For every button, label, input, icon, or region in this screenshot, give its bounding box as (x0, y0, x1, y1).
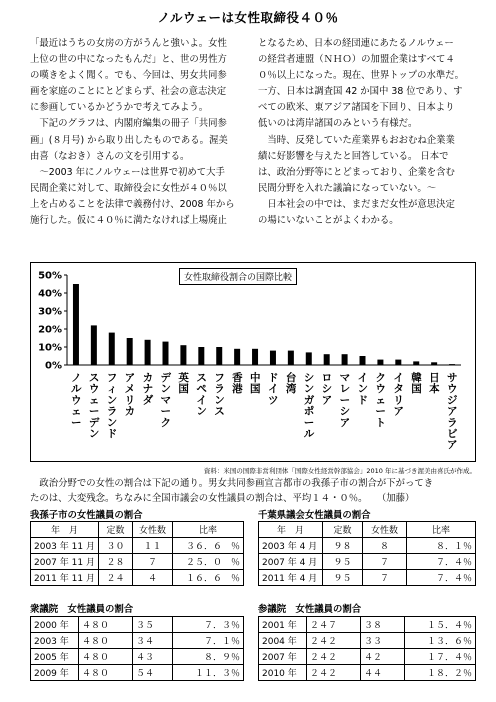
category-label-char: リ (124, 394, 136, 407)
cell: ８ (363, 538, 407, 554)
cell: ４４ (361, 665, 405, 681)
category-label-char: シ (339, 405, 351, 418)
cell: ２４２ (307, 665, 361, 681)
header-cell: 年 月 (31, 522, 99, 538)
y-tick-label: 10% (38, 342, 62, 354)
cell: ４８０ (79, 649, 133, 665)
cell: 2010 年 (259, 665, 307, 681)
header-cell: 女性数 (132, 522, 172, 538)
bar (413, 361, 419, 365)
cell: ５４ (133, 665, 173, 681)
shugiin-table (30, 616, 244, 681)
category-label-char: タ (393, 383, 404, 396)
cell: ７．４％ (407, 570, 476, 586)
category-label (393, 372, 404, 418)
category-label-char: ン (357, 383, 368, 396)
category-label-char: ン (196, 405, 207, 418)
chart-title: 女性取締役割合の国際比較 (179, 268, 297, 285)
category-label-char: ツ (267, 394, 279, 407)
table-row (259, 570, 476, 586)
category-label-char: イ (267, 383, 279, 396)
text-line: 画」(８月号) から取り出したものである。渥美 (30, 134, 228, 146)
category-label-char: ー (303, 416, 315, 429)
bar (324, 354, 330, 365)
category-label-char: ン (303, 383, 315, 396)
category-label-char: 日 (429, 372, 440, 384)
text-line: に参画しているかどうかで考えてみよう。 (30, 102, 209, 114)
category-label-char: 本 (429, 383, 440, 396)
chiba-table (258, 521, 476, 586)
category-label-char: 国 (250, 383, 261, 396)
cell: ７ (363, 570, 407, 586)
cell: ４８０ (79, 617, 133, 633)
source-note: 資料：米国の国際非営利団体「国際女性経営幹部協会」2010 年に基づき渥美由喜氏が作成。 (203, 467, 476, 475)
text-line: 政治分野での女性の割合は下記の通り。男女共同参画宣言都市の我孫子市の割合が下がってき (30, 478, 434, 489)
cell: ７ (363, 554, 407, 570)
text-line: の経営者連盟（ＮＨＯ）の加盟企業はすべて４ (258, 54, 455, 66)
table-row (31, 554, 244, 570)
text-line: 下記のグラフは、内閣府編集の冊子「共同参 (30, 118, 227, 130)
politics-paragraph (30, 476, 476, 506)
text-line: 上を占めることを法律で義務付け、2008 年から (30, 198, 235, 210)
category-label-char: ル (303, 428, 315, 440)
y-tick-label: 0% (45, 360, 62, 372)
category-label-char: 中 (250, 372, 261, 384)
bar (360, 356, 366, 365)
category-label-char: ビ (447, 428, 458, 440)
cell: ９８ (323, 538, 363, 554)
text-line: 「最近はうちの女房の方がうんと強いよ。女性 (30, 38, 227, 49)
category-label-char: カ (124, 405, 136, 418)
cell: 2003 年 4 月 (259, 538, 323, 554)
table-row (31, 570, 244, 586)
category-label-char: ペ (196, 383, 207, 396)
cell: 2003 年 11 月 (31, 538, 99, 554)
text-line: 低いのは湾岸諸国のみという有様だ。 (258, 118, 418, 130)
category-label (447, 372, 458, 451)
category-label-char: ラ (214, 383, 225, 396)
category-label-char: イ (393, 372, 404, 384)
category-label-char: 湾 (285, 383, 297, 396)
category-label-char: フ (106, 372, 118, 384)
category-label-char: ナ (142, 383, 154, 396)
abiko-table-title: 我孫子市の女性議員の割合 (30, 510, 143, 521)
y-tick-label: 40% (38, 288, 62, 300)
category-label-char: ダ (142, 394, 154, 407)
category-label-char: ア (447, 439, 458, 452)
category-label-char: ン (88, 428, 100, 440)
cell: １７．４％ (405, 649, 476, 665)
cell: ３８ (361, 617, 405, 633)
category-label (340, 372, 351, 429)
category-label-char: ウ (375, 383, 386, 396)
category-label (250, 371, 261, 395)
text-line: 当時、反発していた産業界もおおむね企業業 (258, 134, 455, 146)
category-label-char: ー (160, 405, 171, 418)
table-row (31, 617, 244, 633)
text-line: となるため、日本の経団連にあたるノルウェー (258, 38, 454, 49)
category-label-char: ク (160, 416, 171, 429)
category-label (214, 372, 225, 418)
text-line: は、政治分野等にとどまっており、企業を含む (258, 166, 455, 178)
category-label-char: ロ (321, 372, 333, 384)
category-label-char: ウ (88, 383, 100, 396)
cell: １５．４％ (405, 617, 476, 633)
cell: １１．３％ (173, 665, 244, 681)
cell: ２８ (98, 554, 132, 570)
bar (252, 349, 258, 365)
bar (73, 284, 79, 365)
cell: ９５ (323, 570, 363, 586)
text-line: 績に好影響を与えたと回答している。 日本で (258, 150, 449, 162)
category-label-char: ド (106, 428, 118, 440)
cell: ３０ (98, 538, 132, 554)
table-row (259, 554, 476, 570)
category-label (125, 372, 136, 418)
cell: 2004 年 (259, 633, 307, 649)
shugiin-table-title: 衆議院 女性議員の割合 (30, 604, 134, 615)
header-cell: 年 月 (259, 522, 323, 538)
category-label (161, 372, 172, 429)
page-title: ノルウェーは女性取締役４０％ (157, 10, 339, 25)
text-line: 由喜（なおき）さんの文を引用する。 (30, 150, 190, 162)
category-label-char: ー (88, 405, 100, 418)
cell: ４３ (133, 649, 173, 665)
category-label-char: ガ (303, 394, 315, 407)
cell: ４８０ (79, 665, 133, 681)
table-row (31, 633, 244, 649)
header-cell: 比率 (407, 522, 476, 538)
header-cell: 比率 (172, 522, 243, 538)
category-label-char: イ (357, 372, 368, 384)
text-line: の嘆きをよく聞く。でも、今回は、男女共同参 (30, 70, 227, 82)
bar (163, 342, 169, 365)
category-label-char: ス (214, 405, 225, 418)
abiko-table (30, 521, 244, 586)
bar (270, 351, 276, 365)
cell: １１ (132, 538, 172, 554)
category-label-char: デ (160, 372, 171, 384)
category-label (286, 371, 297, 395)
category-label-char: ア (339, 416, 351, 429)
cell: ９５ (323, 554, 363, 570)
bar (216, 347, 222, 365)
category-label-char: 国 (178, 383, 189, 396)
category-label (232, 371, 243, 395)
text-line: 日本社会の中では、まだまだ女性が意思決定 (258, 198, 455, 210)
category-label-char: ド (357, 394, 368, 407)
bar (180, 345, 186, 365)
cell: ７．３％ (173, 617, 244, 633)
category-label-char: ド (267, 372, 279, 384)
category-label-char: ン (214, 394, 225, 407)
category-label (178, 371, 189, 395)
table-row (31, 649, 244, 665)
category-label-char: ト (375, 416, 386, 429)
category-label-char: 韓 (411, 372, 422, 384)
cell: ４８０ (79, 633, 133, 649)
bar (91, 325, 97, 365)
category-label-char: ノ (70, 372, 82, 384)
cell: ４２ (361, 649, 405, 665)
table-row (259, 538, 476, 554)
cell: 2007 年 4 月 (259, 554, 323, 570)
category-label (196, 372, 207, 418)
bar (395, 360, 401, 365)
category-label-char: ィ (106, 383, 118, 396)
bar (109, 333, 115, 365)
category-label (429, 372, 440, 395)
text-line: 民間企業に対して、取締役会に女性が４０％以 (30, 182, 227, 194)
text-line: べての欧米、東アジア諸国を下回り、日本より (258, 102, 455, 114)
cell: ３３ (361, 633, 405, 649)
cell: １６．６ ％ (172, 570, 243, 586)
y-tick-label: 30% (38, 306, 62, 318)
category-label (71, 372, 82, 429)
chart-frame (30, 262, 476, 462)
category-label-char: ン (106, 416, 118, 429)
category-label-char: ー (339, 394, 351, 407)
category-label-char: シ (321, 383, 333, 396)
category-label-char: ン (160, 383, 171, 396)
table-header-row (259, 522, 476, 538)
category-label (322, 372, 333, 406)
category-label-char: ー (375, 405, 386, 418)
left-column (30, 36, 256, 229)
table-row (259, 649, 476, 665)
category-label-char: シ (303, 372, 315, 384)
category-label-char: ア (447, 405, 458, 418)
category-label-char: 国 (411, 383, 422, 396)
bar (449, 364, 455, 365)
category-label-char: 台 (285, 372, 297, 384)
category-label-char: レ (339, 383, 351, 396)
category-label-char: ー (70, 416, 82, 429)
table-row (259, 665, 476, 681)
y-tick-label: 20% (38, 324, 62, 336)
table-row (31, 538, 244, 554)
bar (234, 349, 240, 365)
header-cell: 定数 (98, 522, 132, 538)
cell: ７．１％ (173, 633, 244, 649)
category-label-char: リ (393, 394, 404, 407)
category-label (358, 372, 369, 406)
category-label-char: ン (106, 394, 118, 407)
category-label-char: ラ (447, 416, 458, 429)
bar (145, 340, 151, 365)
category-label-char: ア (321, 394, 333, 407)
category-label-char: ア (124, 372, 136, 384)
y-tick-label: 50% (38, 270, 62, 282)
category-label (143, 372, 154, 406)
category-label (268, 372, 279, 406)
category-label-char: ェ (70, 405, 82, 418)
category-label-char: ス (88, 372, 100, 384)
cell: 2000 年 (31, 617, 79, 633)
table-header-row (31, 522, 244, 538)
category-label-char: マ (160, 394, 171, 407)
cell: 2011 年 4 月 (259, 570, 323, 586)
category-label-char: ス (196, 372, 207, 384)
category-label (375, 372, 386, 429)
cell: 2007 年 11 月 (31, 554, 99, 570)
category-label-char: マ (339, 372, 351, 384)
category-label-char: サ (447, 372, 458, 384)
category-label-char: ポ (303, 405, 315, 418)
category-label-char: ウ (70, 394, 82, 407)
cell: ７．４％ (407, 554, 476, 570)
cell: １８．２％ (405, 665, 476, 681)
bar (306, 352, 312, 365)
text-line: 施行した。仮に４０％に満たなければ上場廃止 (30, 215, 227, 227)
cell: ８．１％ (407, 538, 476, 554)
text-line: ～2003 年にノルウェーは世界で初めて大手 (30, 166, 225, 178)
category-label-char: イ (196, 394, 207, 407)
category-label-char: デ (88, 416, 100, 429)
cell: ３５ (133, 617, 173, 633)
cell: ２４２ (307, 633, 361, 649)
bar-chart (31, 263, 477, 463)
cell: ７ (132, 554, 172, 570)
bar (127, 338, 133, 365)
table-row (259, 633, 476, 649)
category-label (411, 371, 422, 395)
category-label-char: ク (375, 372, 386, 384)
category-label-char: ア (393, 405, 404, 418)
table-row (259, 617, 476, 633)
chiba-table-title: 千葉県議会女性議員の割合 (258, 510, 371, 521)
text-line: の場にいないことがよくわかる。 (258, 215, 399, 227)
header-cell: 定数 (323, 522, 363, 538)
category-label-char: フ (214, 372, 225, 384)
cell: ３６．６ ％ (172, 538, 243, 554)
cell: ２４２ (307, 649, 361, 665)
cell: ２４７ (307, 617, 361, 633)
cell: 2007 年 (259, 649, 307, 665)
category-label-char: ェ (375, 394, 386, 407)
bar (377, 360, 383, 365)
category-label-char: ル (70, 383, 82, 396)
header-cell: 女性数 (363, 522, 407, 538)
cell: 2011 年 11 月 (31, 570, 99, 586)
cell: 2001 年 (259, 617, 307, 633)
cell: 2005 年 (31, 649, 79, 665)
category-label-char: 港 (232, 383, 243, 396)
text-line: 民間分野を入れた議論になっていない。～ (258, 182, 437, 194)
category-label (304, 372, 315, 440)
category-label-char: 香 (232, 372, 243, 384)
cell: 2003 年 (31, 633, 79, 649)
table-row (31, 665, 244, 681)
cell: ２５．０ ％ (172, 554, 243, 570)
text-line: たのは、大変残念。ちなみに全国市議会の女性議員の割合は、平均１４・０％。 （加藤） (30, 493, 415, 504)
category-label-char: ウ (447, 383, 458, 396)
text-line: 上位の世の中になったもんだ」と、世の男性方 (30, 54, 227, 66)
bar (198, 347, 204, 365)
right-column (258, 36, 478, 229)
cell: １３．６％ (405, 633, 476, 649)
sangiin-table-title: 参議院 女性議員の割合 (258, 604, 362, 615)
text-line: 画を家庭のことにとどまらず、社会の意志決定 (30, 86, 227, 98)
text-line: ０％以上になった。現在、世界トップの水準だ。 (258, 70, 464, 82)
cell: 2009 年 (31, 665, 79, 681)
category-label-char: 英 (178, 372, 189, 384)
category-label-char: カ (142, 372, 154, 384)
cell: ４ (132, 570, 172, 586)
bar (342, 354, 348, 365)
category-label-char: ジ (447, 394, 458, 407)
category-label-char: メ (124, 383, 136, 396)
category-label (89, 372, 100, 440)
bar (288, 351, 294, 365)
sangiin-table (258, 616, 476, 681)
cell: ２４ (98, 570, 132, 586)
category-label (107, 372, 118, 440)
category-label-char: ェ (88, 394, 100, 407)
cell: ８．９％ (173, 649, 244, 665)
category-label-char: ラ (106, 405, 118, 418)
text-line: 一方、日本は調査国 42 か国中 38 位であり、す (258, 86, 463, 98)
cell: ３４ (133, 633, 173, 649)
bar (431, 362, 437, 365)
